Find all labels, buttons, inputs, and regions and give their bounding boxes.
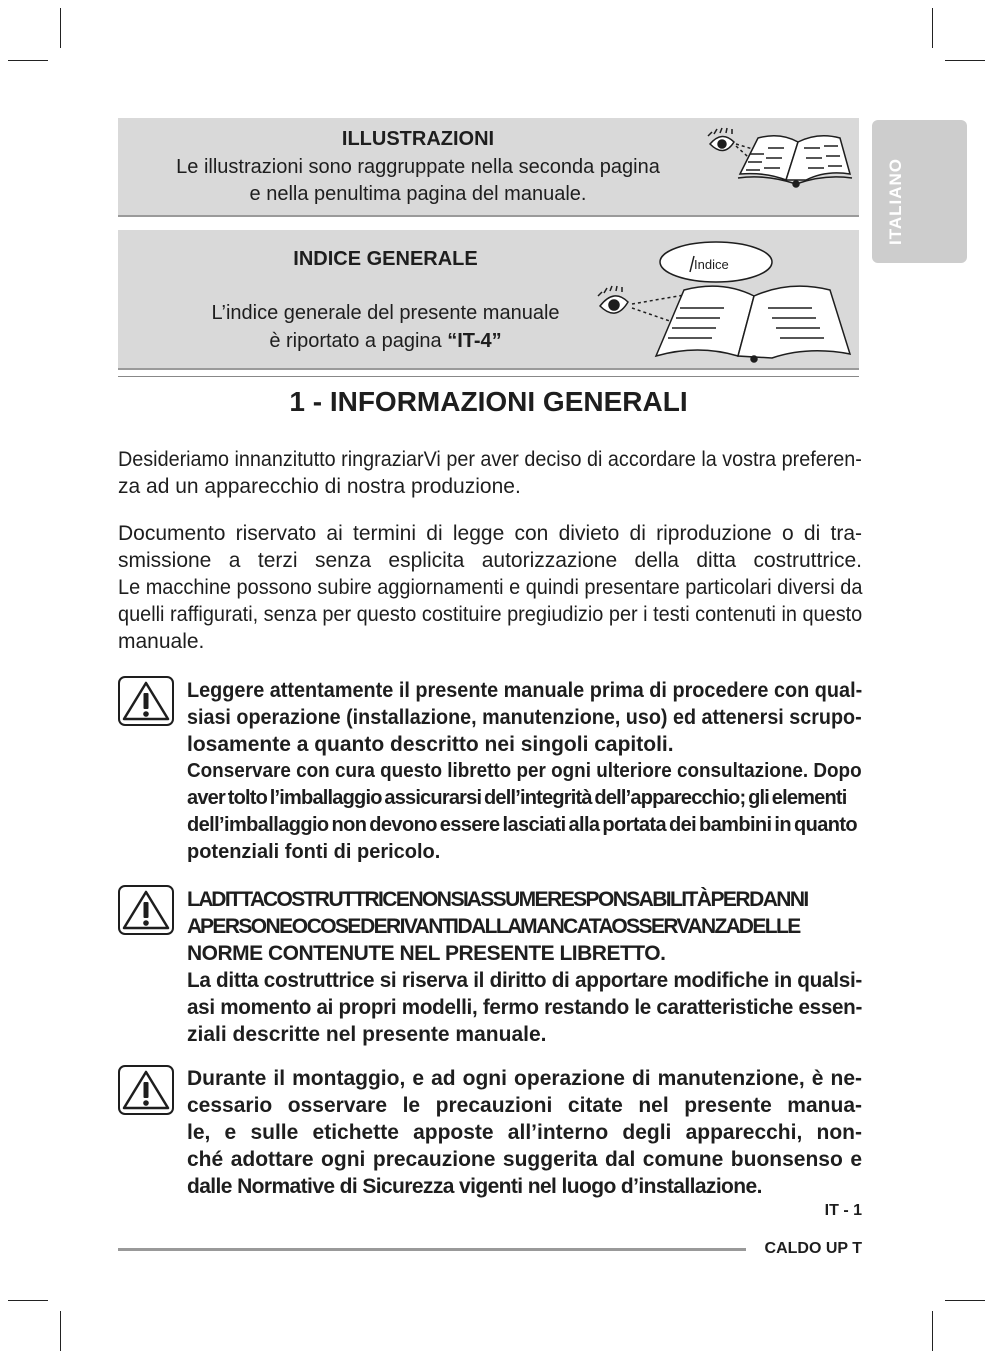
warning-triangle-icon (118, 676, 174, 726)
warning-text (187, 886, 862, 1048)
index-box (118, 230, 859, 370)
paragraph-line: za ad un apparecchio di nostra produzione. (118, 475, 521, 498)
warning-line: le, e sulle etichette apposte all’interno degli apparecchi, non- (187, 1121, 862, 1144)
paragraph-line: Documento riservato ai termini di legge con divieto di riproduzione o di tra- (118, 522, 862, 545)
warning-triangle-icon (118, 1065, 174, 1115)
warning-line: Durante il montaggio, e ad ogni operazione di manutenzione, è ne- (187, 1067, 862, 1090)
index-line (118, 330, 653, 353)
crop-mark (60, 1311, 61, 1351)
warning-line: asi momento ai propri modelli, fermo restando le caratteristiche essen- (187, 996, 863, 1019)
page-number: IT - 1 (824, 1202, 862, 1219)
crop-mark (8, 60, 48, 61)
warning-line: potenziali fonti di pericolo. (187, 841, 441, 863)
crop-mark (60, 8, 61, 48)
footer-rule (118, 1248, 746, 1251)
warning-line: ziali descritte nel presente manuale. (187, 1023, 547, 1046)
eye-reading-book-icon (700, 124, 860, 194)
index-line-prefix: è riportato a pagina (269, 330, 448, 352)
language-tab (872, 120, 967, 263)
warning-text (187, 677, 862, 866)
warning-line: Conservare con cura questo libretto per ogni ulteriore consultazione. Dopo (187, 760, 862, 782)
warning-line: dell’imballaggio non devono essere lasciati alla portata dei bambini in quanto (187, 814, 858, 836)
warning-line: La ditta costruttrice si riserva il diritto di apportare modifiche in qualsi- (187, 969, 863, 992)
crop-mark (945, 60, 985, 61)
warning-text (187, 1065, 862, 1200)
paragraph-line: smissione a terzi senza esplicita autorizzazione della ditta costruttrice. (118, 549, 862, 572)
paragraph-line: Le macchine possono subire aggiornamenti e quindi presentare particolari diversi da (118, 576, 863, 599)
paragraph-line: quelli raffigurati, senza per questo costituire pregiudizio per i testi contenuti in questo (118, 603, 863, 626)
crop-mark (945, 1300, 985, 1301)
paragraph-copyright (118, 520, 862, 655)
warning-line: siasi operazione (installazione, manutenzione, uso) ed attenersi scrupo- (187, 706, 862, 729)
illustrations-line: Le illustrazioni sono raggruppate nella seconda pagina (176, 156, 660, 178)
illustrations-box (118, 118, 859, 217)
warning-line: cessario osservare le precauzioni citate nel presente manua- (187, 1094, 862, 1117)
warning-line: losamente a quanto descritto nei singoli capitoli. (187, 733, 674, 756)
section-title: 1 - INFORMAZIONI GENERALI (289, 386, 688, 417)
warning-triangle-icon (118, 885, 174, 935)
crop-mark (932, 8, 933, 48)
warning-line: LA DITTA COSTRUTTRICE NON SI ASSUME RESPONSABILITÀ PER DANNI (187, 888, 808, 911)
illustrations-title: ILLUSTRAZIONI (341, 128, 495, 150)
index-page-reference: “IT-4” (447, 330, 502, 352)
warning-line: ché adottare ogni precauzione suggerita dal comune buonsenso e (187, 1148, 862, 1171)
warning-line: A PERSONE O COSE DERIVANTI DALLA MANCATA OSSERVANZA DELLE (187, 915, 800, 938)
warning-line: dalle Normative di Sicurezza vigenti nel luogo d’installazione. (187, 1175, 762, 1198)
paragraph-intro (118, 446, 862, 500)
crop-mark (932, 1311, 933, 1351)
warning-line: NORME CONTENUTE NEL PRESENTE LIBRETTO. (187, 942, 666, 965)
paragraph-line: manuale. (118, 630, 205, 653)
index-line: L’indice generale del presente manuale (211, 302, 560, 324)
warning-line: Leggere attentamente il presente manuale prima di procedere con qual- (187, 679, 863, 702)
crop-mark (8, 1300, 48, 1301)
index-title: INDICE GENERALE (293, 248, 478, 270)
illustrations-line: e nella penultima pagina del manuale. (249, 183, 587, 205)
model-name: CALDO UP T (764, 1240, 862, 1257)
section-divider (118, 376, 859, 377)
language-tab-label: ITALIANO (886, 157, 905, 245)
paragraph-line: Desideriamo innanzitutto ringraziarVi per aver deciso di accordare la vostra preferen- (118, 448, 862, 471)
warning-line: aver tolto l’imballaggio assicurarsi dell’integrità dell’apparecchio; gli elementi (187, 787, 847, 809)
eye-reading-book-icon (594, 238, 856, 364)
index-bubble-label: Indice (694, 257, 729, 272)
